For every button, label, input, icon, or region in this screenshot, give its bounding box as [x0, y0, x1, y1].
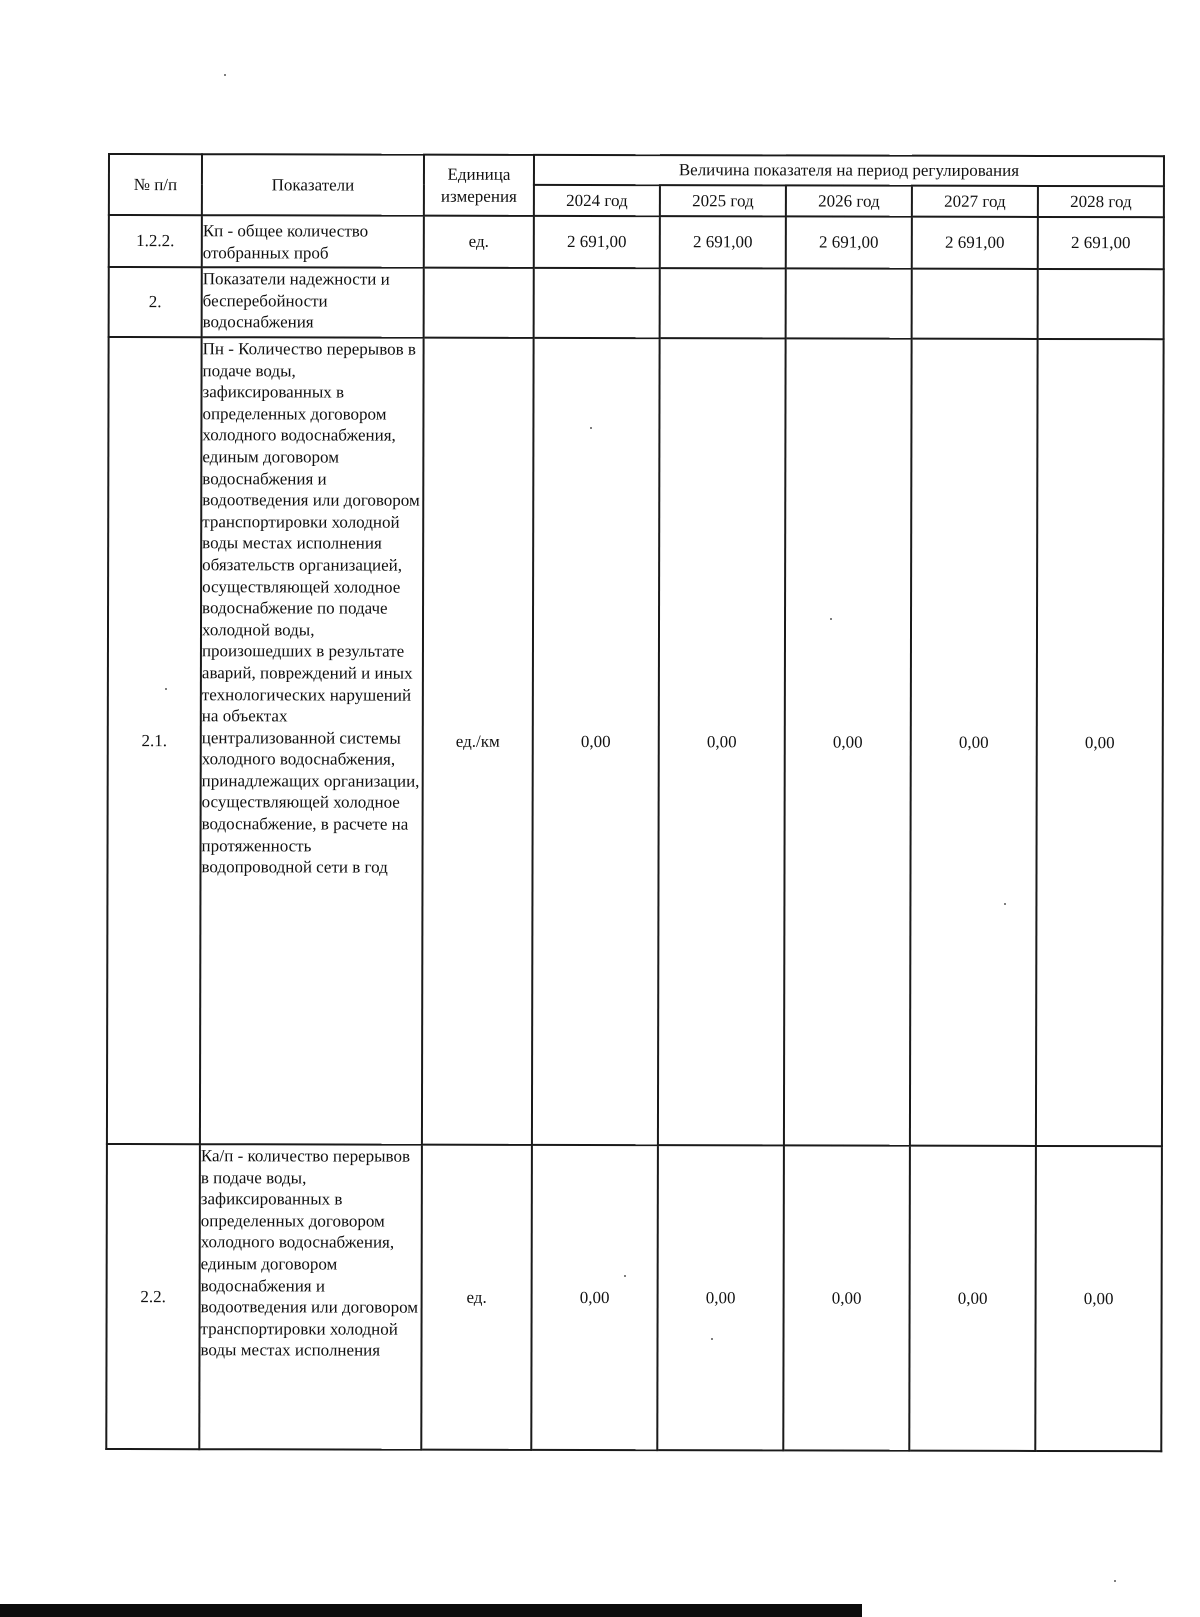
row-number: 2.1.: [107, 337, 202, 1144]
row-indicator: Ка/п - количество перерывов в подаче воды, зафиксированных в определенных договором холодного водоснабжения, единым договором водоснабжения и водоотведения или договором транспортировки холодной воды местах исполнения: [199, 1144, 422, 1449]
row-value-2028: [1038, 269, 1164, 339]
row-value-2025: 0,00: [658, 338, 786, 1145]
header-period: Величина показателя на период регулирования: [534, 155, 1164, 186]
row-number: 2.: [109, 267, 202, 337]
row-value-2024: 0,00: [532, 338, 660, 1145]
header-year-2026: 2026 год: [786, 185, 912, 216]
row-value-2027: 0,00: [910, 339, 1038, 1146]
row-value-2026: [786, 268, 912, 338]
row-value-2027: 0,00: [909, 1146, 1036, 1451]
header-year-2025: 2025 год: [660, 185, 786, 216]
row-value-2024: 0,00: [531, 1145, 658, 1450]
row-value-2026: 2 691,00: [786, 216, 912, 268]
row-unit: ед./км: [422, 338, 534, 1145]
row-indicator: Показатели надежности и бесперебойности водоснабжения: [202, 267, 424, 337]
row-unit: ед.: [421, 1145, 532, 1450]
row-value-2025: 0,00: [657, 1145, 784, 1450]
scan-speck: [711, 1338, 713, 1340]
row-number: 1.2.2.: [109, 215, 202, 267]
row-unit: ед.: [424, 216, 534, 268]
scan-speck: [590, 427, 592, 429]
table-row: [109, 215, 1164, 269]
table-row: [106, 1144, 1162, 1451]
header-num: № п/п: [109, 154, 202, 215]
table-row: [107, 337, 1164, 1146]
row-value-2026: 0,00: [783, 1145, 910, 1450]
header-year-2028: 2028 год: [1038, 186, 1164, 217]
indicators-table: [105, 153, 1165, 1452]
row-value-2027: 2 691,00: [912, 217, 1038, 269]
row-indicator: Пн - Количество перерывов в подаче воды, зафиксированных в определенных договором холодного водоснабжения, единым договором водоснабжения и водоотведения или договором транспортировки холодной воды местах исполнения обязательств организацией, осуществляющей холодное водоснабжение по подаче холодной воды, произошедших в результате аварий, повреждений и иных технологических нарушений на объектах централизованной системы холодного водоснабжения, принадлежащих организации, осуществляющей холодное водоснабжение, в расчете на протяженность водопроводной сети в год: [200, 337, 424, 1144]
table-row: [109, 267, 1164, 339]
header-year-2027: 2027 год: [912, 186, 1038, 217]
row-value-2027: [912, 269, 1038, 339]
header-unit: Единица измерения: [424, 155, 534, 216]
row-value-2026: 0,00: [784, 338, 912, 1145]
scan-speck: [1004, 903, 1006, 905]
header-indicator: Показатели: [202, 154, 424, 215]
scan-edge-bar: [0, 1604, 862, 1617]
row-value-2028: 0,00: [1035, 1146, 1162, 1451]
scan-speck: [224, 74, 226, 76]
row-unit: [424, 268, 534, 338]
scan-speck: [624, 1275, 626, 1277]
scan-speck: [830, 618, 832, 620]
row-value-2028: 0,00: [1036, 339, 1164, 1146]
row-indicator: Кп - общее количество отобранных проб: [202, 215, 424, 267]
scan-speck: [165, 688, 167, 690]
row-value-2025: 2 691,00: [660, 216, 786, 268]
scan-speck: [1114, 1580, 1116, 1582]
header-year-2024: 2024 год: [534, 185, 660, 216]
row-value-2028: 2 691,00: [1038, 217, 1164, 269]
row-number: 2.2.: [106, 1144, 200, 1449]
row-value-2025: [660, 268, 786, 338]
row-value-2024: 2 691,00: [534, 216, 660, 268]
row-value-2024: [534, 268, 660, 338]
